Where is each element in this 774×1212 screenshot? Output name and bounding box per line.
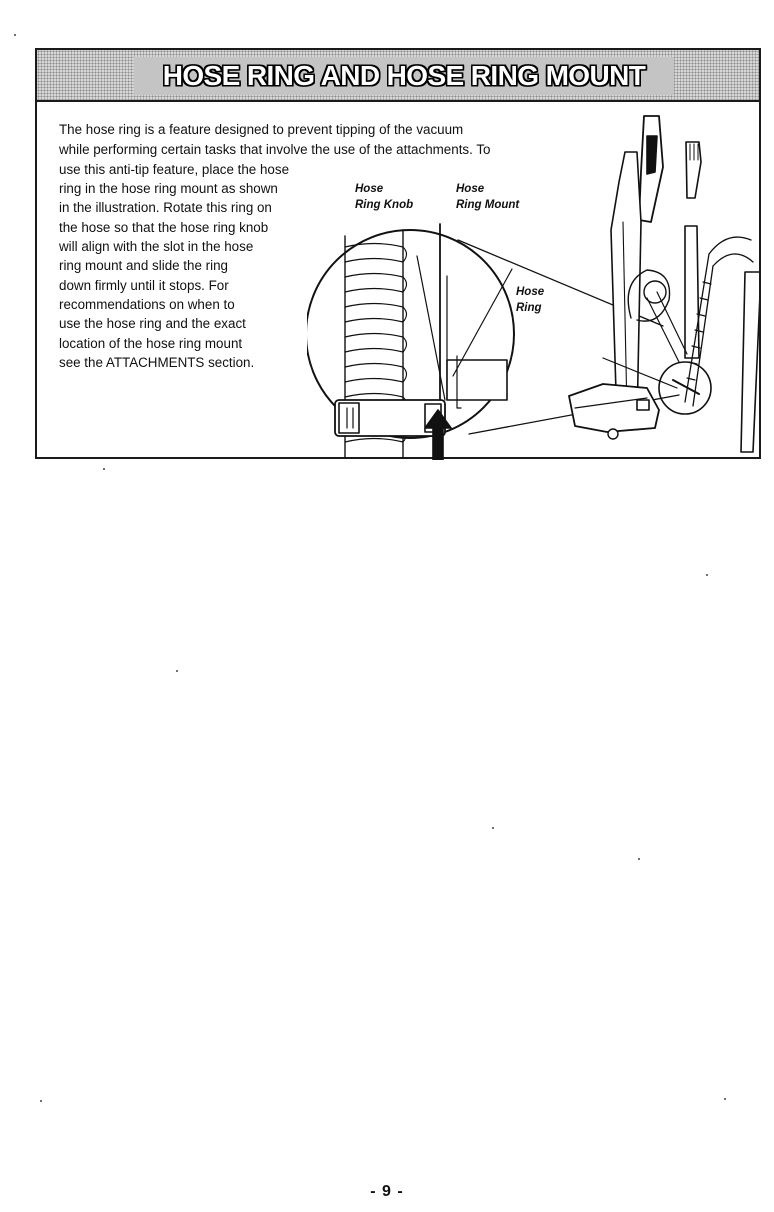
magnified-detail [307, 224, 514, 460]
vacuum-hose-ring-illustration [307, 112, 759, 460]
callout-hose-ring-knob-line1: Hose [355, 183, 384, 195]
body-line: location of the hose ring mount [59, 336, 243, 351]
scan-speck [40, 1100, 42, 1102]
scan-speck [176, 670, 178, 672]
callout-hose-ring-knob-line2: Ring Knob [355, 199, 414, 211]
scan-speck [492, 827, 494, 829]
body-line: in the illustration. Rotate this ring on [59, 200, 272, 215]
scan-speck [14, 34, 16, 36]
callout-hose-ring-line2: Ring [516, 302, 542, 314]
section-title: HOSE RING AND HOSE RING MOUNT [134, 57, 674, 95]
body-line: use the hose ring and the exact [59, 316, 246, 331]
hose-ring-section [35, 48, 761, 459]
page-number: - 9 - [370, 1183, 404, 1200]
body-line: ring mount and slide the ring [59, 258, 228, 273]
body-line: ring in the hose ring mount as shown [59, 181, 278, 196]
scan-speck [724, 1098, 726, 1100]
section-title-bar [37, 50, 759, 102]
body-line: use this anti-tip feature, place the hose [59, 162, 290, 177]
body-line: while performing certain tasks that involve the use of the attachments. To [59, 142, 491, 157]
callout-hose-ring-line1: Hose [516, 286, 545, 298]
body-line: The hose ring is a feature designed to prevent tipping of the vacuum [59, 122, 464, 137]
body-line: will align with the slot in the hose [59, 239, 254, 254]
scan-speck [103, 468, 105, 470]
callout-hose-ring-mount-line2: Ring Mount [456, 199, 520, 211]
body-line: see the ATTACHMENTS section. [59, 355, 255, 370]
body-line: down firmly until it stops. For [59, 278, 229, 293]
body-line: recommendations on when to [59, 297, 235, 312]
callout-hose-ring-mount-line1: Hose [456, 183, 485, 195]
body-line: the hose so that the hose ring knob [59, 220, 269, 235]
scan-speck [706, 574, 708, 576]
scan-speck [638, 858, 640, 860]
upright-vacuum [569, 116, 759, 452]
